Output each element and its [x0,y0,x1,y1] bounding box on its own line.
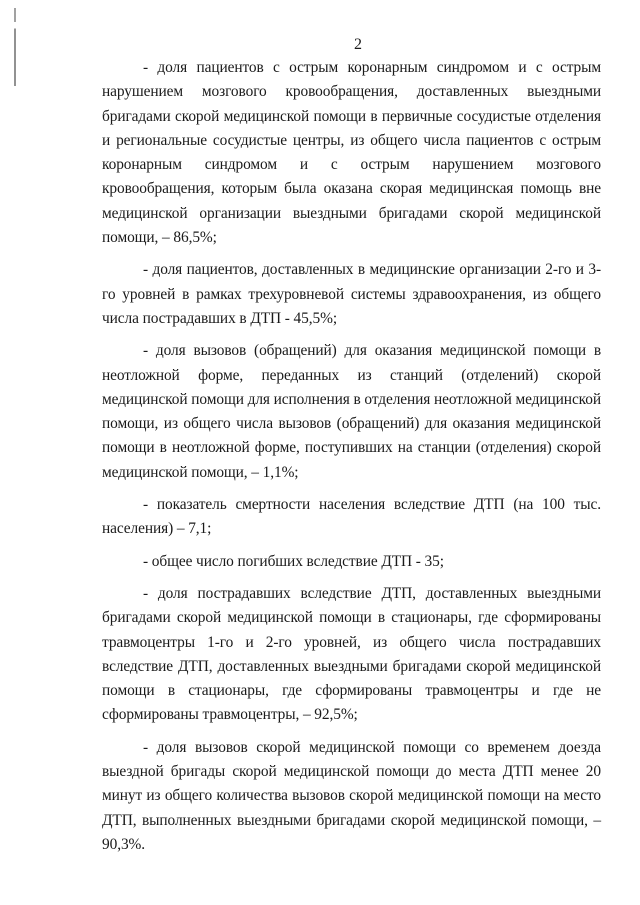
list-item-road-mortality-rate: - показатель смертности населения вследствие ДТП (на 100 тыс. населения) – 7,1; [102,496,601,538]
list-item-acs-stroke-delivery: - доля пациентов с острым коронарным синдромом и с острым нарушением мозгового кровообращения, доставленных выездными бригадами скорой медицинской помощи в первичные сосудистые отделения и региональные сосудистые центры, из общего числа пациентов с острым коронарным синдромом и с острым нарушением мозгового кровообращения, которым была оказана скорая медицинская помощь вне медицинской организации выездными бригадами скорой медицинской помощи, – 86,5%; [102,59,601,247]
document-body [102,56,601,865]
list-item-trauma-center-delivery: - доля пострадавших вследствие ДТП, доставленных выездными бригадами скорой медицинской помощи в стационары, где сформированы травмоцентры 1-го и 2-го уровней, из общего числа пострадавших вследствие ДТП, доставленных выездными бригадами скорой медицинской помощи в стационары, где сформированы травмоцентры и где не сформированы травмоцентры, – 92,5%; [102,584,601,724]
page-number: 2 [354,36,362,53]
list-item-road-deaths-total: - общее число погибших вследствие ДТП - 35; [143,552,444,570]
list-item-urgent-calls-transfer: - доля вызовов (обращений) для оказания медицинской помощи в неотложной форме, переданных из станций (отделений) скорой медицинской помощи для исполнения в отделения неотложной медицинской помощи, из общего числа вызовов (обращений) для оказания медицинской помощи в неотложной форме, поступивших на станции (отделения) скорой медицинской помощи, – 1,1%; [102,342,601,481]
list-item-response-time-20min: - доля вызовов скорой медицинской помощи со временем доезда выездной бригады скорой медицинской помощи до места ДТП менее 20 минут из общего количества вызовов скорой медицинской помощи на место ДТП, выполненных выездными бригадами скорой медицинской помощи, – 90,3%. [102,738,601,853]
list-item-trauma-level-delivery: - доля пациентов, доставленных в медицинские организации 2-го и 3-го уровней в рамках трехуровневой системы здравоохранения, из общего числа пострадавших в ДТП - 45,5%; [102,261,601,327]
